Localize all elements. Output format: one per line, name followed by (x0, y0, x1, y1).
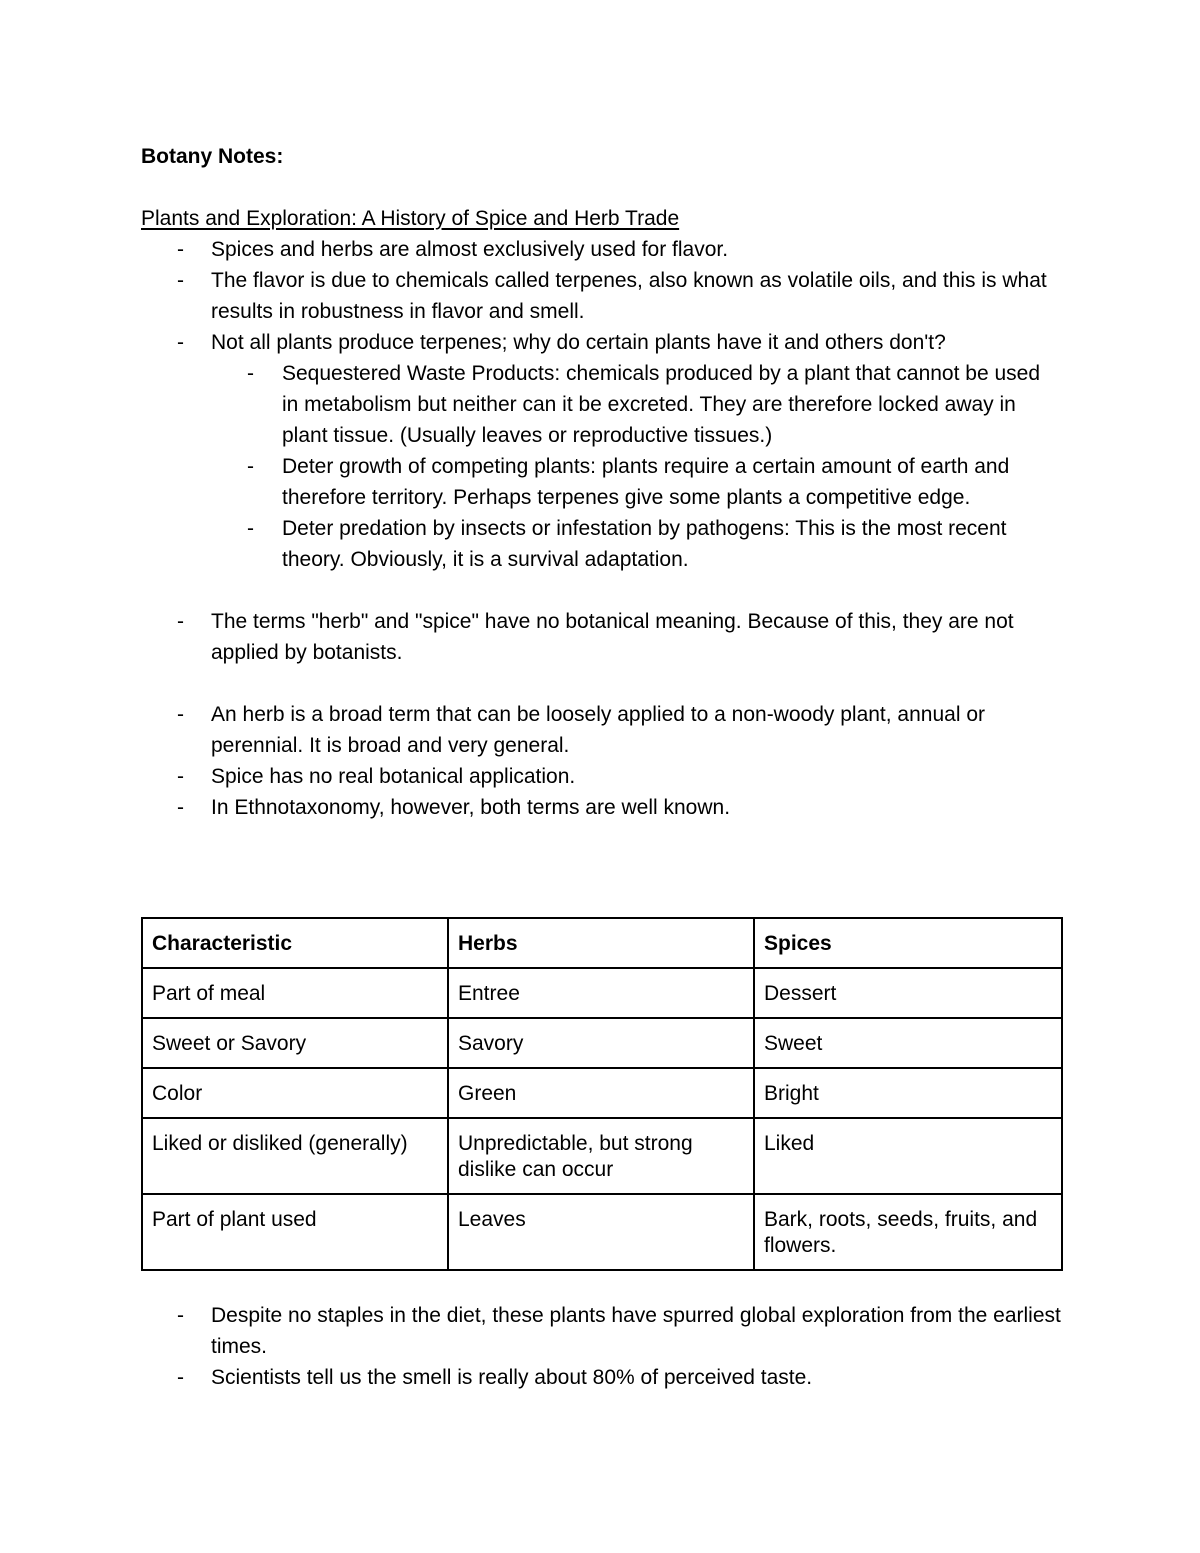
table-cell: Savory (448, 1018, 754, 1068)
table-row (142, 1068, 1062, 1118)
bullet-item: - The flavor is due to chemicals called terpenes, also known as volatile oils, and this is what results in robustness in flavor and smell. (141, 265, 1061, 327)
bullet-item: - Spices and herbs are almost exclusively used for flavor. (141, 234, 1061, 265)
table-cell: Part of plant used (142, 1194, 448, 1270)
table-cell: Green (448, 1068, 754, 1118)
bullet-item: - Not all plants produce terpenes; why do certain plants have it and others don't? (141, 327, 1061, 358)
table-cell: Color (142, 1068, 448, 1118)
table-cell: Unpredictable, but strong dislike can occur (448, 1118, 754, 1194)
herbs-vs-spices-table (141, 917, 1063, 1271)
bullet-item: - The terms "herb" and "spice" have no botanical meaning. Because of this, they are not applied by botanists. (141, 606, 1061, 668)
table-row (142, 968, 1062, 1018)
table-cell: Bark, roots, seeds, fruits, and flowers. (754, 1194, 1062, 1270)
bullet-item: - An herb is a broad term that can be loosely applied to a non-woody plant, annual or perennial. It is broad and very general. (141, 699, 1061, 761)
closing-bullet-list (141, 1300, 1061, 1393)
table-row (142, 1018, 1062, 1068)
table-row (142, 1118, 1062, 1194)
table-cell: Bright (754, 1068, 1062, 1118)
sub-bullet-item: - Sequestered Waste Products: chemicals produced by a plant that cannot be used in metabolism but neither can it be excreted. They are therefore locked away in plant tissue. (Usually leaves or reproductive tissues.) (141, 358, 1061, 451)
table-header-row (142, 918, 1062, 968)
bullet-item: - Despite no staples in the diet, these plants have spurred global exploration from the earliest times. (141, 1300, 1061, 1362)
header-cell-herbs: Herbs (448, 918, 754, 968)
bullet-item: - Scientists tell us the smell is really about 80% of perceived taste. (141, 1362, 1061, 1393)
table-cell: Dessert (754, 968, 1062, 1018)
header-cell-characteristic: Characteristic (142, 918, 448, 968)
table-row (142, 1194, 1062, 1270)
table-cell: Liked or disliked (generally) (142, 1118, 448, 1194)
table-cell: Part of meal (142, 968, 448, 1018)
bullet-item: - In Ethnotaxonomy, however, both terms are well known. (141, 792, 1061, 823)
notes-bullet-list (141, 234, 1061, 823)
section-heading: Plants and Exploration: A History of Spice and Herb Trade (141, 207, 680, 230)
sub-bullet-item: - Deter predation by insects or infestation by pathogens: This is the most recent theory. Obviously, it is a survival adaptation. (141, 513, 1061, 575)
sub-bullet-item: - Deter growth of competing plants: plants require a certain amount of earth and therefore territory. Perhaps terpenes give some plants a competitive edge. (141, 451, 1061, 513)
table-cell: Entree (448, 968, 754, 1018)
table-cell: Sweet (754, 1018, 1062, 1068)
header-cell-spices: Spices (754, 918, 1062, 968)
table-cell: Leaves (448, 1194, 754, 1270)
bullet-item: - Spice has no real botanical application. (141, 761, 1061, 792)
page-title: Botany Notes: (141, 145, 284, 168)
table-cell: Liked (754, 1118, 1062, 1194)
table-cell: Sweet or Savory (142, 1018, 448, 1068)
